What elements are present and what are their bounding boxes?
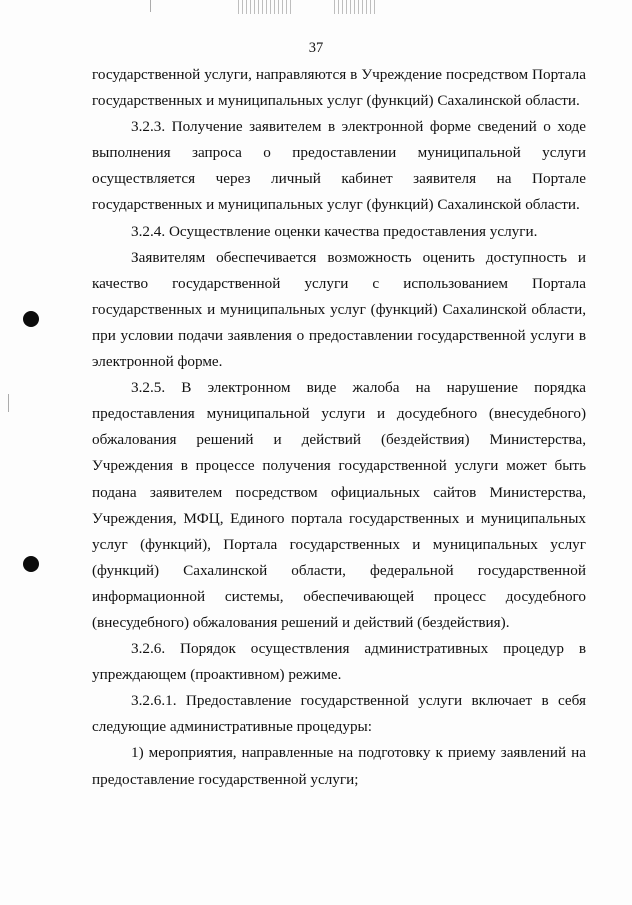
list-item-1: 1) мероприятия, направленные на подготовку к приему заявлений на предоставление государственной услуги; [92,744,586,788]
paragraph-3-2-3: 3.2.3. Получение заявителем в электронной форме сведений о ходе выполнения запроса о предоставлении муниципальной услуги осуществляется через личный кабинет заявителя на Портале государственных и муниципальных услуг (функций) Сахалинской области. [92,118,586,214]
page-number: 37 [308,40,324,56]
paragraph-3-2-5: 3.2.5. В электронном виде жалоба на нарушение порядка предоставления муниципальной услуги и досудебного (внесудебного) обжалования решений и действий (бездействия) Министерства, Учреждения в процессе получения государственной услуги может быть подана заявителем посредством официальных сайтов Министерства, Учреждения, МФЦ, Единого портала государственных и муниципальных услуг (функций), Портала государственных и муниципальных услуг (функций) Сахалинской области, федеральной государственной информационной системы, обеспечивающей процесс досудебного (внесудебного) обжалования решений и действий (бездействия). [92,379,586,631]
paragraph-continuation: государственной услуги, направляются в Учреждение посредством Портала государственных и муниципальных услуг (функций) Сахалинской области. [92,66,586,110]
punch-hole [23,311,39,327]
scan-noise [334,0,376,14]
punch-hole [23,556,39,572]
scan-noise [238,0,294,14]
paragraph-quality-assessment: Заявителям обеспечивается возможность оценить доступность и качество государственной услуги с использованием Портала государственных и муниципальных услуг (функций) Сахалинской области, при условии подачи заявления о предоставлении государственной услуги в электронной форме. [92,248,586,371]
paragraph-3-2-4: 3.2.4. Осуществление оценки качества предоставления услуги. [131,222,538,240]
paragraph-3-2-6: 3.2.6. Порядок осуществления административных процедур в упреждающем (проактивном) режиме. [92,640,586,684]
document-body [92,62,586,793]
scan-artifact [150,0,151,12]
scan-artifact [8,394,9,412]
paragraph-3-2-6-1: 3.2.6.1. Предоставление государственной услуги включает в себя следующие административные процедуры: [92,692,586,736]
